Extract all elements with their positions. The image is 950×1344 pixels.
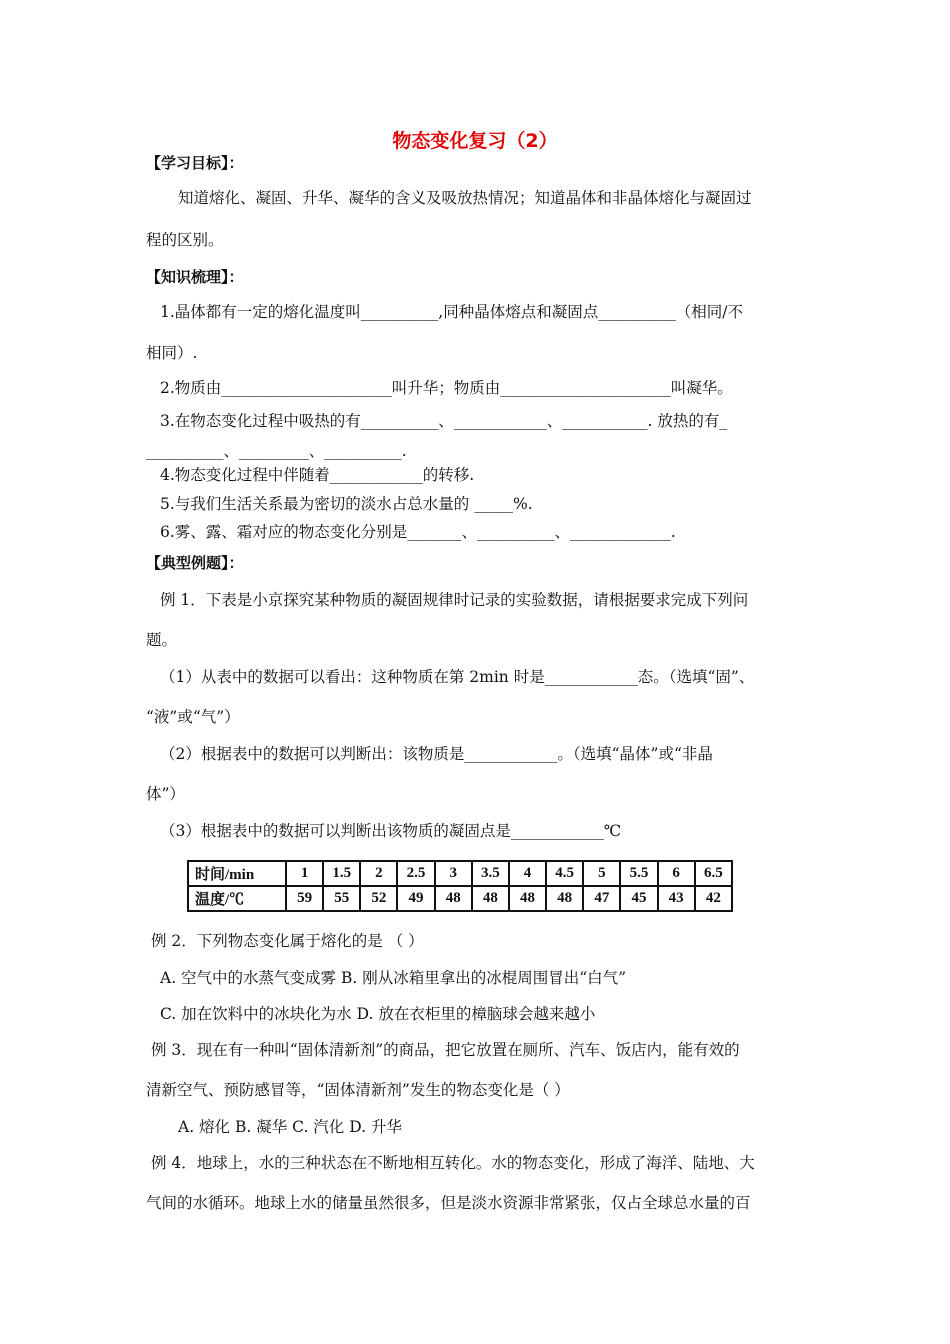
goal-text-line-1: 知道熔化、凝固、升华、凝华的含义及吸放热情况；知道晶体和非晶体熔化与凝固过 <box>178 189 752 207</box>
table-row-temperature <box>188 886 732 911</box>
table-cell: 43 <box>658 886 695 911</box>
goal-text-line-2: 程的区别。 <box>146 231 224 249</box>
example-3-options: A. 熔化 B. 凝华 C. 汽化 D. 升华 <box>178 1118 402 1136</box>
example-3-line-1: 例 3．现在有一种叫“固体清新剂”的商品，把它放置在厕所、汽车、饭店内，能有效的 <box>151 1041 740 1059</box>
example-4-line-2: 气间的水循环。地球上水的储量虽然很多，但是淡水资源非常紧张，仅占全球总水量的百 <box>146 1194 751 1212</box>
table-cell: 2 <box>360 861 397 886</box>
table-cell: 3.5 <box>472 861 509 886</box>
example-1-q1-line-1: （1）从表中的数据可以看出：这种物质在第 2min 时是____________态。（选填“固”、 <box>160 668 755 686</box>
section-heading-examples: 【典型例题】： <box>146 554 244 572</box>
table-cell: 5 <box>583 861 620 886</box>
example-1-q1-line-2: “液”或“气”） <box>146 708 240 726</box>
knowledge-item-1-line-2: 相同）. <box>146 344 198 362</box>
section-heading-goals: 【学习目标】： <box>146 154 244 172</box>
table-cell: 1.5 <box>323 861 360 886</box>
scan-artifact <box>190 910 340 918</box>
knowledge-item-3-line-2: __________、_________、__________. <box>146 442 407 460</box>
example-1-q2-line-2: 体”） <box>146 785 185 803</box>
data-table <box>187 860 733 912</box>
table-cell: 42 <box>695 886 732 911</box>
table-cell: 4.5 <box>546 861 583 886</box>
knowledge-item-1-line-1: 1.晶体都有一定的熔化温度叫__________,同种晶体熔点和凝固点__________（相同/不 <box>160 303 743 321</box>
table-cell: 59 <box>286 886 323 911</box>
example-1-q2-line-1: （2）根据表中的数据可以判断出：该物质是____________。（选填“晶体”或“非晶 <box>160 745 713 763</box>
knowledge-item-4: 4.物态变化过程中伴随着____________的转移. <box>160 466 475 484</box>
example-1-line-1: 例 1．下表是小京探究某种物质的凝固规律时记录的实验数据，请根据要求完成下列问 <box>160 591 749 609</box>
knowledge-item-2: 2.物质由______________________叫升华；物质由______________________叫凝华。 <box>160 379 733 397</box>
table-header-time: 时间/min <box>188 861 286 886</box>
table-cell: 48 <box>546 886 583 911</box>
knowledge-item-5: 5.与我们生活关系最为密切的淡水占总水量的 _____%. <box>160 495 533 513</box>
table-cell: 55 <box>323 886 360 911</box>
table-cell: 48 <box>509 886 546 911</box>
example-1-q3: （3）根据表中的数据可以判断出该物质的凝固点是____________℃ <box>160 822 622 840</box>
example-1-line-2: 题。 <box>146 631 178 649</box>
table-header-temperature: 温度/℃ <box>188 886 286 911</box>
table-cell: 49 <box>397 886 434 911</box>
table-cell: 1 <box>286 861 323 886</box>
table-cell: 48 <box>472 886 509 911</box>
knowledge-item-6: 6.雾、露、霜对应的物态变化分别是_______、__________、_____________. <box>160 523 676 541</box>
table-cell: 48 <box>435 886 472 911</box>
table-cell: 52 <box>360 886 397 911</box>
example-2-options-row-1: A. 空气中的水蒸气变成雾 B. 刚从冰箱里拿出的冰棍周围冒出“白气” <box>160 969 627 987</box>
table-cell: 6.5 <box>695 861 732 886</box>
knowledge-item-3-line-1: 3.在物态变化过程中吸热的有__________、____________、___________. 放热的有_ <box>160 412 728 430</box>
table-cell: 5.5 <box>620 861 657 886</box>
table-cell: 2.5 <box>397 861 434 886</box>
section-heading-knowledge: 【知识梳理】： <box>146 268 244 286</box>
example-2-options-row-2: C. 加在饮料中的冰块化为水 D. 放在衣柜里的樟脑球会越来越小 <box>160 1005 596 1023</box>
example-4-line-1: 例 4．地球上，水的三种状态在不断地相互转化。水的物态变化，形成了海洋、陆地、大 <box>151 1154 755 1172</box>
table-row-time <box>188 861 732 886</box>
page-title: 物态变化复习（2） <box>392 130 558 152</box>
table-cell: 6 <box>658 861 695 886</box>
table-cell: 3 <box>435 861 472 886</box>
table-cell: 47 <box>583 886 620 911</box>
example-3-line-2: 清新空气、预防感冒等，“固体清新剂”发生的物态变化是（ ） <box>146 1081 570 1099</box>
example-2-stem: 例 2．下列物态变化属于熔化的是 （ ） <box>151 932 424 950</box>
table-cell: 45 <box>620 886 657 911</box>
table-cell: 4 <box>509 861 546 886</box>
